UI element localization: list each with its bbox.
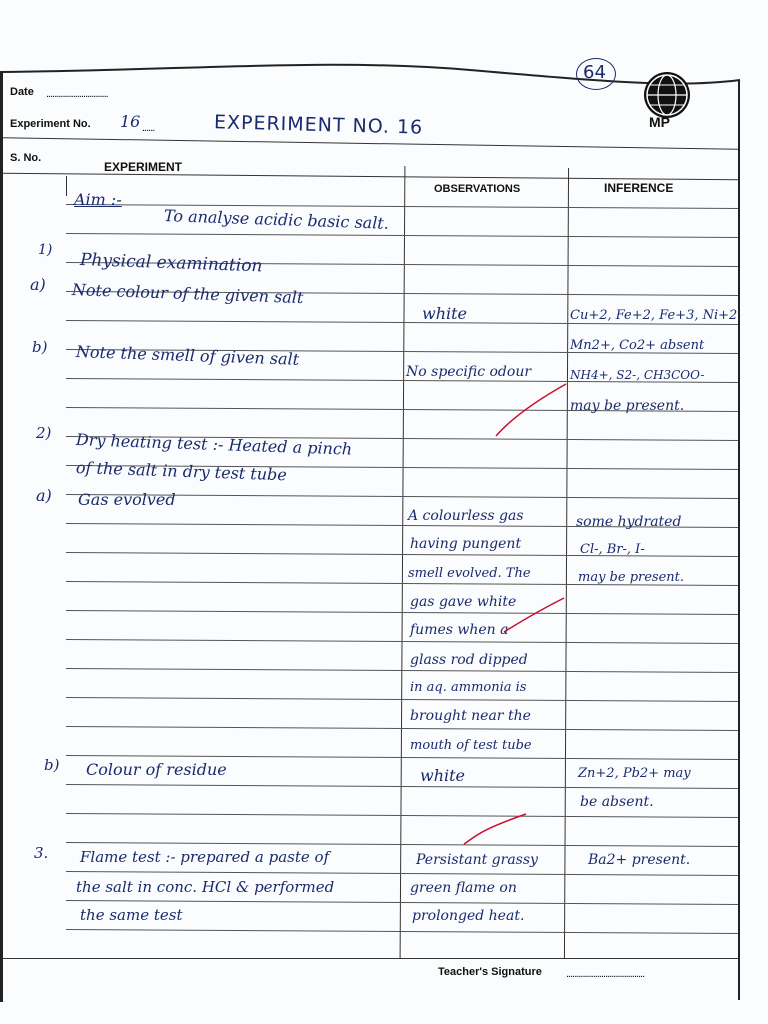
signature-dots: ...................................... (566, 968, 645, 980)
page-right-border (738, 80, 740, 1000)
row1b-inference-1: NH4+, S2-, CH3COO- (570, 368, 705, 382)
experiment-no-value: 16 (120, 112, 141, 131)
row2a-inference-3: may be present. (578, 570, 685, 585)
row3-number: 3. (34, 844, 49, 862)
red-tick-mark-icon (490, 380, 570, 440)
experiment-no-label: Experiment No. (10, 118, 91, 130)
red-tick-mark-icon (500, 596, 570, 636)
sno-column-divider (66, 176, 67, 196)
row3-experiment-line2: the salt in conc. HCl & performed (76, 878, 335, 896)
row2a-observation-2: having pungent (410, 536, 522, 552)
row2a-observation-1: A colourless gas (408, 508, 524, 524)
row1a-experiment: Note colour of the given salt (71, 280, 304, 308)
row3-inference: Ba2+ present. (588, 852, 691, 868)
col-observations-header: OBSERVATIONS (434, 183, 521, 195)
row2-number: 2) (36, 424, 52, 442)
red-tick-mark-icon (460, 810, 530, 850)
date-label: Date (10, 86, 34, 98)
col-experiment-header: EXPERIMENT (104, 160, 183, 174)
aim-label: Aim :- (74, 190, 122, 209)
row3-experiment-line1: Flame test :- prepared a paste of (80, 848, 330, 866)
row2a-inference-2: Cl-, Br-, I- (580, 542, 645, 557)
row2a-observation-8: brought near the (410, 708, 531, 724)
row1a-observation: white (422, 304, 468, 323)
header-top-line (2, 137, 738, 150)
ruled-line (66, 784, 738, 789)
row2b-inference-1: Zn+2, Pb2+ may (578, 766, 691, 781)
row2a-observation-3: smell evolved. The (408, 566, 531, 581)
ruled-line (66, 900, 738, 905)
logo-text: MP (649, 114, 670, 130)
row2a-observation-7: in aq. ammonia is (410, 680, 527, 695)
row1a-number: a) (30, 275, 46, 294)
page-title: EXPERIMENT NO. 16 (213, 111, 424, 139)
row1b-experiment: Note the smell of given salt (75, 342, 300, 369)
row1b-number: b) (32, 338, 48, 356)
row2a-number: a) (36, 486, 52, 505)
row2a-observation-9: mouth of test tube (410, 738, 532, 753)
row1a-inference-2: Mn2+, Co2+ absent (570, 338, 705, 353)
ruled-line (66, 813, 738, 818)
row1-title: Physical examination (79, 250, 263, 277)
row2-title-line1: Dry heating test :- Heated a pinch (75, 430, 353, 459)
ruled-line (66, 871, 738, 876)
date-dots: .............................. (46, 88, 108, 100)
col-inference-header: INFERENCE (604, 181, 674, 195)
row1-number: 1) (38, 242, 53, 258)
signature-label: Teacher's Signature (438, 966, 542, 978)
row2b-experiment: Colour of residue (86, 760, 227, 779)
row2a-observation-5: fumes when a (410, 622, 509, 638)
aim-text: To analyse acidic basic salt. (163, 206, 390, 233)
inference-left-divider (564, 168, 569, 958)
row2b-number: b) (44, 756, 60, 774)
ruled-line (66, 842, 738, 847)
row2a-inference-1: some hydrated (576, 514, 682, 530)
row2b-inference-2: be absent. (580, 794, 654, 810)
row1a-inference-1: Cu+2, Fe+2, Fe+3, Ni+2 (570, 308, 738, 323)
ruled-line (66, 233, 738, 238)
observations-left-divider (400, 166, 406, 958)
row2a-experiment: Gas evolved (78, 490, 176, 509)
experiment-no-dots: ...... (142, 122, 155, 134)
globe-logo-icon (644, 72, 690, 118)
row3-observation-1: Persistant grassy (416, 852, 538, 868)
page-number: 64 (583, 62, 606, 83)
row3-observation-2: green flame on (410, 880, 517, 896)
page-left-border (0, 72, 3, 1002)
ruled-line (66, 929, 738, 934)
row2a-observation-4: gas gave white (410, 594, 517, 610)
footer-line (2, 958, 738, 959)
row3-experiment-line3: the same test (80, 906, 183, 924)
row1b-observation: No specific odour (406, 364, 532, 380)
row2b-observation: white (420, 766, 466, 785)
row2-title-line2: of the salt in dry test tube (75, 458, 288, 485)
row3-observation-3: prolonged heat. (412, 908, 525, 924)
row1b-inference-2: may be present. (570, 398, 685, 414)
row2a-observation-6: glass rod dipped (410, 652, 528, 668)
col-sno-header: S. No. (10, 152, 42, 164)
